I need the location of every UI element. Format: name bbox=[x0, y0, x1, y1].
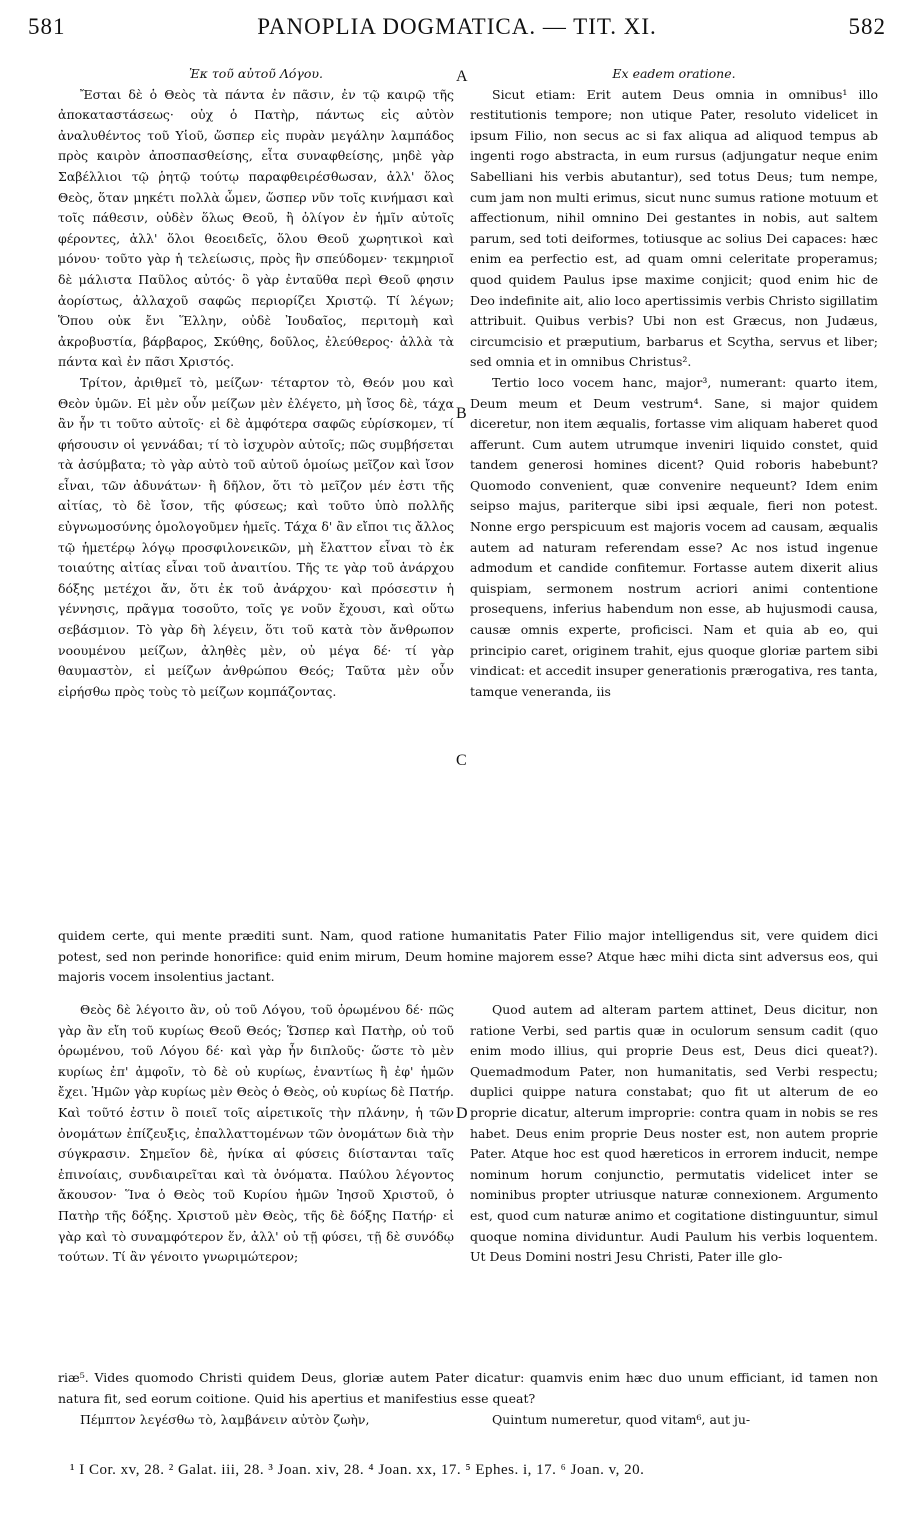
latin-paragraph-4: Quintum numeretur, quod vitam⁶, aut ju- bbox=[492, 1412, 751, 1427]
latin-column-3 bbox=[470, 1410, 878, 1431]
footnotes: ¹ I Cor. xv, 28. ² Galat. iii, 28. ³ Joan. xiv, 28. ⁴ Joan. xx, 17. ⁵ Ephes. i, 17. ⁶ Joan. v, 20. bbox=[70, 1462, 645, 1478]
page-number-right: 582 bbox=[848, 14, 886, 39]
latin-column bbox=[470, 64, 878, 702]
column-marker-b: B bbox=[456, 405, 467, 422]
greek-paragraph-3: Θεὸς δὲ λέγοιτο ἂν, οὐ τοῦ Λόγου, τοῦ ὁρωμένου δέ· πῶς γὰρ ἂν εἴη τοῦ κυρίως Θεοῦ Θεός; Ὥσπερ καὶ Πατὴρ, οὐ τοῦ ὁρωμένου, τοῦ Λόγου δέ· καὶ γὰρ ἦν διπλοῦς· ὥστε τὸ μὲν κυρίως ἐπ' ἀμφοῖν, τὸ δὲ οὐ κυρίως, ἐναντίως ἢ ἐφ' ἡμῶν ἔχει. Ἡμῶν γὰρ κυρίως μὲν Θεὸς ὁ Θεὸς, οὐ κυρίως δὲ Πατήρ. Καὶ τοῦτό ἐστιν ὃ ποιεῖ τοῖς αἱρετικοῖς τὴν πλάνην, ἡ τῶν ὀνομάτων ἐπίζευξις, ἐπαλλαττομένων τῶν ὀνομάτων διὰ τὴν σύγκρασιν. Σημεῖον δὲ, ἡνίκα αἱ φύσεις διίστανται ταῖς ἐπινοίαις, συνδιαιρεῖται καὶ τὰ ὀνόματα. Παύλου λέγοντος ἄκουσον· Ἵνα ὁ Θεὸς τοῦ Κυρίου ἡμῶν Ἰησοῦ Χριστοῦ, ὁ Πατὴρ τῆς δόξης. Χριστοῦ μὲν Θεὸς, τῆς δὲ δόξης Πατήρ· εἰ γὰρ καὶ τὸ συναμφότερον ἕν, ἀλλ' οὐ τῇ φύσει, τῇ δὲ συνόδῳ τούτων. Τί ἂν γένοιτο γνωριμώτερον; bbox=[58, 1002, 454, 1265]
column-marker-a: A bbox=[456, 68, 468, 85]
latin-heading: Ex eadem oratione. bbox=[612, 66, 736, 81]
column-marker-d: D bbox=[456, 1105, 468, 1122]
running-title: PANOPLIA DOGMATICA. — TIT. XI. bbox=[257, 14, 657, 39]
latin-continuation-2 bbox=[58, 1368, 878, 1409]
latin-paragraph-2: Tertio loco vocem hanc, major³, numerant: quarto item, Deum meum et Deum vestrum⁴. Sane, si major quidem diceretur, non item æqualis, fortasse vim aliquam haberet quod afferunt. Cum autem utrumque inveniri liquido constet, quid tandem generosi homines dicent? Quid roboris habebunt? Quomodo convenient, quæ convenire nequeunt? Idem enim seipso majus, pariterque sibi ipsi æquale, fieri non potest. Nonne ergo perspicuum est majoris vocem ad causam, æqualis autem ad naturam referendam esse? Ac nos istud ingenue admodum et candide confitemur. Fortasse autem dixerit alius quispiam, sermonem nostrum acriori animi contentione prosequens, inferius habendum non esse, ab hujusmodi causa, causæ omnis experte, proficisci. Nam et quia ab eo, qui principio caret, originem trahit, ejus quoque gloriæ partem sibi vindicat: et accedit insuper generationis prærogativa, res tanta, tamque veneranda, iis bbox=[470, 374, 878, 699]
latin-continuation-text-2: riæ⁵. Vides quomodo Christi quidem Deus, gloriæ autem Pater dicatur: quamvis enim hæc duo unum efficiant, id tamen non natura fit, sed eorum coitione. Quid his apertius et manifestius esse queat? bbox=[58, 1370, 878, 1406]
page-header bbox=[28, 14, 886, 44]
greek-column bbox=[58, 64, 454, 702]
latin-continuation-1 bbox=[58, 926, 878, 988]
greek-paragraph-4: Πέμπτον λεγέσθω τὸ, λαμβάνειν αὐτὸν ζωὴν, bbox=[80, 1412, 370, 1427]
latin-column-2 bbox=[470, 1000, 878, 1268]
greek-paragraph-2: Τρίτον, ἀριθμεῖ τὸ, μείζων· τέταρτον τὸ, Θεόν μου καὶ Θεὸν ὑμῶν. Εἰ μὲν οὖν μείζων μὲν ἐλέγετο, μὴ ἴσος δὲ, τάχα ἂν ἦν τι τοῦτο αὐτοῖς· εἰ δὲ ἀμφότερα σαφῶς εὑρίσκομεν, τί φήσουσιν οἱ γεννάδαι; τί τὸ ἰσχυρὸν αὐτοῖς; πῶς συμβήσεται τὰ ἀσύμβατα; τὸ γὰρ αὐτὸ τοῦ αὐτοῦ ὁμοίως μεῖζον καὶ ἴσον εἶναι, τῶν ἀδυνάτων· ἢ δῆλον, ὅτι τὸ μεῖζον μέν ἐστι τῆς αἰτίας, τὸ δὲ ἴσον, τῆς φύσεως; καὶ τοῦτο ὑπὸ πολλῆς εὐγνωμοσύνης ὁμολογοῦμεν ἡμεῖς. Τάχα δ' ἂν εἴποι τις ἄλλος τῷ ἡμετέρῳ λόγῳ προσφιλονεικῶν, μὴ ἔλαττον εἶναι τὸ ἐκ τοιαύτης αἰτίας εἶναι τοῦ ἀναιτίου. Τῆς τε γὰρ τοῦ ἀνάρχου δόξης μετέχοι ἄν, ὅτι ἐκ τοῦ ἀνάρχου· καὶ πρόσεστιν ἡ γέννησις, πρᾶγμα τοσοῦτο, τοῖς γε νοῦν ἔχουσι, καὶ οὕτω σεβάσμιον. Τὸ γὰρ δὴ λέγειν, ὅτι τοῦ κατὰ τὸν ἄνθρωπον νοουμένου μείζων, ἀληθὲς μὲν, οὐ μέγα δέ· τί γὰρ θαυμαστὸν, εἰ μείζων ἀνθρώπου Θεός; Ταῦτα μὲν οὖν εἰρήσθω πρὸς τοὺς τὸ μείζων κομπάζοντας. bbox=[58, 374, 454, 699]
latin-paragraph-3: Quod autem ad alteram partem attinet, Deus dicitur, non ratione Verbi, sed partis quæ in oculorum sensum cadit (quo enim modo illius, qui proprie Deus est, Deus dici queat?). Quemadmodum Pater, non humanitatis, sed Verbi respectu; duplici quippe natura constabat; quo fit ut alterum de eo proprie dicatur, alterum improprie: contra quam in nobis se res habet. Deus enim proprie Deus noster est, non autem proprie Pater. Atque hoc est quod hæreticos in errorem inducit, nempe nominum horum conjunctio, permutatis videlicet inter se nominibus propter utriusque naturæ connexionem. Argumento est, quod cum naturæ animo et cogitatione distinguuntur, simul quoque nomina dividuntur. Audi Paulum his verbis loquentem. Ut Deus Domini nostri Jesu Christi, Pater ille glo- bbox=[470, 1002, 878, 1265]
latin-paragraph-1: Sicut etiam: Erit autem Deus omnia in omnibus¹ illo restitutionis tempore; non utique Pater, resoluto videlicet in ipsum Filio, non secus ac si fax aliqua ad aliquod tempus ab ingenti rogo abstracta, in eum rursus (adjungatur neque enim Sabelliani his verbis abutantur), sed totus Deus; tum nempe, cum jam non multi erimus, sicut nunc sumus ratione motuum et affectionum, nihil omnino Dei gestantes in nobis, aut saltem parum, sed toti deiformes, totiusque ac solius Dei capaces: hæc enim ea perfectio est, ad quam omni celeritate properamus; quod quidem Paulus ipse maxime conjicit; quod enim hic de Deo indefinite ait, alio loco apertissimis verbis Christo sigillatim attribuit. Quibus verbis? Ubi non est Græcus, non Judæus, circumcisio et præputium, barbarus et Scytha, servus et liber; sed omnia et in omnibus Christus². bbox=[470, 86, 878, 370]
latin-continuation-text-1: quidem certe, qui mente præditi sunt. Nam, quod ratione humanitatis Pater Filio major intelligendus sit, vere quidem dici potest, sed non perinde honorifice: quid enim mirum, Deum homine majorem esse? Atque hæc mihi dicta sint adversus eos, qui majoris vocem insolentius jactant. bbox=[58, 928, 878, 985]
page-number-left: 581 bbox=[28, 14, 66, 39]
greek-column-2 bbox=[58, 1000, 454, 1268]
greek-paragraph-1: Ἔσται δὲ ὁ Θεὸς τὰ πάντα ἐν πᾶσιν, ἐν τῷ καιρῷ τῆς ἀποκαταστάσεως· οὐχ ὁ Πατὴρ, πάντως εἰς αὐτὸν ἀναλυθέντος τοῦ Υἱοῦ, ὥσπερ εἰς πυρὰν μεγάλην λαμπάδος πρὸς καιρὸν ἀποσπασθείσης, εἶτα συναφθείσης, μηδὲ γὰρ Σαβέλλιοι τῷ ῥητῷ τούτῳ παραφθειρέσθωσαν, ἀλλ' ὅλος Θεὸς, ὅταν μηκέτι πολλὰ ὦμεν, ὥσπερ νῦν τοῖς κινήμασι καὶ τοῖς πάθεσιν, οὐδὲν ὅλως Θεοῦ, ἢ ὀλίγον ἐν ἡμῖν αὐτοῖς φέροντες, ἀλλ' ὅλοι θεοειδεῖς, ὅλου Θεοῦ χωρητικοὶ καὶ μόνου· τοῦτο γὰρ ἡ τελείωσις, πρὸς ἣν σπεύδομεν· τεκμηριοῖ δὲ μάλιστα Παῦλος αὐτός· ὃ γὰρ ἐνταῦθα περὶ Θεοῦ φησιν ἀορίστως, ἀλλαχοῦ σαφῶς περιορίζει Χριστῷ. Τί λέγων; Ὅπου οὐκ ἔνι Ἕλλην, οὐδὲ Ἰουδαῖος, περιτομὴ καὶ ἀκροβυστία, βάρβαρος, Σκύθης, δοῦλος, ἐλεύθερος· ἀλλὰ τὰ πάντα καὶ ἐν πᾶσι Χριστός. bbox=[58, 86, 454, 370]
column-marker-c: C bbox=[456, 752, 467, 769]
greek-column-3 bbox=[58, 1410, 454, 1431]
greek-heading: Ἐκ τοῦ αὐτοῦ Λόγου. bbox=[188, 66, 324, 81]
